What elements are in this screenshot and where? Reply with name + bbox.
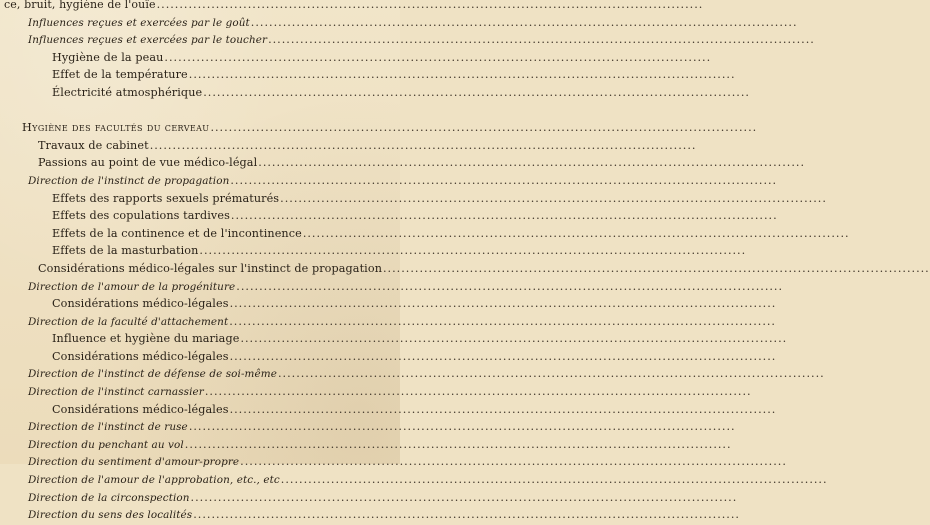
blank-line: [0, 102, 400, 120]
toc-entry-text: Hygiène de la peau: [52, 50, 164, 64]
dot-leader: ........................................................................................................................: [277, 367, 825, 381]
dot-leader: ........................................................................................................................: [230, 173, 778, 187]
toc-entry: [0, 401, 777, 419]
toc-entry-text: Direction de l'amour de la progéniture: [28, 280, 236, 293]
toc-entry-text: Direction de l'instinct carnassier: [28, 386, 204, 399]
dot-leader: ........................................................................................................................: [193, 508, 740, 522]
toc-entry: [0, 506, 740, 524]
toc-entry-text: Travaux de cabinet: [38, 138, 149, 152]
toc-entry-text: Direction de l'instinct de ruse: [28, 421, 188, 434]
toc-entry-text: Considérations médico-légales sur l'instinct de propagation: [38, 261, 382, 275]
dot-leader: ........................................................................................................................: [240, 332, 788, 346]
dot-leader: ........................................................................................................................: [240, 455, 787, 469]
toc-entry-text: Considérations médico-légales: [52, 297, 229, 311]
dot-leader: ........................................................................................................................: [230, 209, 778, 223]
dot-leader: ........................................................................................................................: [236, 279, 784, 293]
toc-entry-text: Influences reçues et exercées par le goût: [28, 16, 250, 29]
toc-entry: [0, 137, 697, 155]
toc-entry-text: Direction de l'amour de l'approbation, etc., etc: [28, 474, 280, 487]
toc-entry-text: Considérations médico-légales: [52, 349, 229, 363]
dot-leader: ........................................................................................................................: [204, 385, 752, 399]
toc-entry-text: Influence et hygiène du mariage: [52, 332, 240, 346]
toc-entry: [0, 84, 750, 102]
toc-entry: [0, 330, 788, 348]
toc-entry: [0, 49, 712, 67]
toc-entry-text: Direction du sentiment d'amour-propre: [28, 456, 240, 469]
toc-entry: [0, 0, 704, 14]
toc-entry-text: Direction de l'instinct de défense de soi-même: [28, 368, 277, 381]
toc-entry-text: Influences reçues et exercées par le toucher: [28, 34, 268, 47]
toc-entry: [0, 453, 787, 471]
toc-entry: [0, 172, 778, 190]
toc-entry: [0, 14, 798, 32]
dot-leader: ........................................................................................................................: [280, 191, 827, 205]
dot-leader: ........................................................................................................................: [199, 244, 747, 258]
dot-leader: ........................................................................................................................: [184, 437, 732, 451]
dot-leader: ........................................................................................................................: [250, 15, 798, 29]
toc-entry: [0, 471, 828, 489]
toc-entry-text: Direction du sens des localités: [28, 509, 193, 522]
dot-leader: ........................................................................................................................: [210, 121, 758, 135]
toc-entry-text: Passions au point de vue médico-légal: [38, 156, 258, 170]
dot-leader: ........................................................................................................................: [190, 490, 738, 504]
toc-entry-text: Effets de la masturbation: [52, 244, 199, 258]
toc-entry-text: Considérations médico-légales: [52, 402, 229, 416]
toc-entry: [0, 348, 777, 366]
toc-entry: [0, 66, 736, 84]
toc-entry-text: Électricité atmosphérique: [52, 85, 203, 99]
dot-leader: ........................................................................................................................: [203, 85, 750, 99]
section-heading: [0, 119, 758, 137]
toc-entry: [0, 190, 827, 208]
dot-leader: ........................................................................................................................: [268, 33, 815, 47]
toc-entry: [0, 278, 784, 296]
toc-entry-text: Effets de la continence et de l'incontinence: [52, 226, 302, 240]
toc-entry-text: Hygiène des facultés du cerveau: [22, 121, 210, 135]
toc-entry-text: Direction du penchant au vol: [28, 438, 184, 451]
dot-leader: ........................................................................................................................: [229, 402, 777, 416]
dot-leader: ........................................................................................................................: [188, 420, 736, 434]
dot-leader: ........................................................................................................................: [229, 349, 777, 363]
toc-entry: [0, 365, 825, 383]
dot-leader: ........................................................................................................................: [164, 50, 712, 64]
dot-leader: ........................................................................................................................: [188, 68, 736, 82]
toc-entry: [0, 295, 777, 313]
toc-entry-text: Effets des copulations tardives: [52, 209, 230, 223]
toc-entry-text: Effet de la température: [52, 68, 188, 82]
dot-leader: ........................................................................................................................: [302, 226, 850, 240]
toc-entry: [0, 207, 778, 225]
toc-entry: [0, 489, 738, 507]
toc-entry-text: Effets des rapports sexuels prématurés: [52, 191, 280, 205]
dot-leader: ........................................................................................................................: [383, 261, 930, 275]
dot-leader: ........................................................................................................................: [156, 0, 704, 11]
toc-entry: [0, 154, 806, 172]
dot-leader: ........................................................................................................................: [149, 138, 697, 152]
dot-leader: ........................................................................................................................: [229, 314, 776, 328]
toc-entry: [0, 260, 930, 278]
toc-entry-text: Direction de la circonspection: [28, 491, 190, 504]
toc-entry-text: ce, bruit, hygiène de l'ouïe: [4, 0, 156, 11]
toc-entry: [0, 31, 815, 49]
toc-entry: [0, 418, 736, 436]
dot-leader: ........................................................................................................................: [258, 156, 806, 170]
toc-entry-text: Direction de la faculté d'attachement: [28, 315, 229, 328]
toc-entry: [0, 383, 752, 401]
dot-leader: ........................................................................................................................: [280, 473, 828, 487]
toc-entry: [0, 225, 850, 243]
toc-entry: [0, 242, 747, 260]
toc-entry: [0, 313, 776, 331]
toc-entry-text: Direction de l'instinct de propagation: [28, 174, 230, 187]
dot-leader: ........................................................................................................................: [229, 297, 777, 311]
toc-entry: [0, 436, 732, 454]
